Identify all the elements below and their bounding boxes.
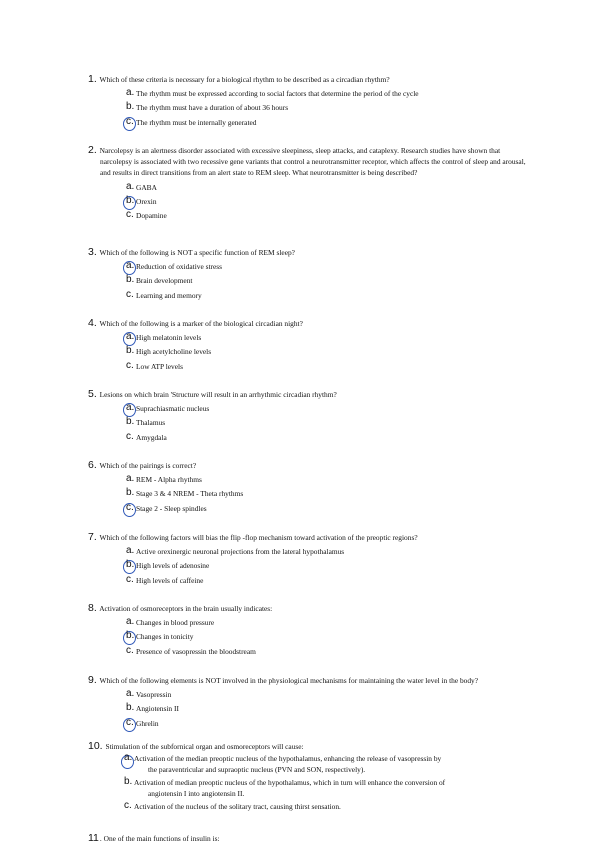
options-list	[126, 331, 528, 374]
question-5	[88, 389, 528, 445]
question-2	[88, 145, 528, 223]
options-list	[126, 402, 528, 445]
option-a: a. Active orexinergic neuronal projections from the lateral hypothalamus	[126, 545, 345, 557]
question-text: 3. Which of the following is NOT a specific function of REM sleep?	[88, 246, 295, 258]
question-3	[88, 247, 528, 303]
question-text: 4. Which of the following is a marker of the biological circadian night?	[88, 317, 303, 329]
option-a: a. Activation of the median preoptic nucleus of the hypothalamus, enhancing the release of vasopressin by the paraventricular and supraoptic nucleus (PVN and SON, respectively).	[124, 754, 528, 775]
options-list	[126, 473, 528, 516]
options-list	[126, 545, 528, 588]
option-a: a. REM - Alpha rhythms	[126, 473, 202, 485]
question-text: 1. Which of these criteria is necessary for a biological rhythm to be described as a circadian rhythm?	[88, 73, 390, 85]
question-1	[88, 74, 528, 130]
option-b: b. Changes in tonicity	[126, 630, 528, 644]
question-8	[88, 603, 528, 659]
question-11	[88, 833, 528, 844]
options-list	[124, 754, 528, 813]
option-a: a. GABA	[126, 180, 157, 192]
option-b: b. Activation of median preoptic nucleus of the hypothalamus, which in turn will enhance the conversion of angiotensin I into angiotensin II.	[124, 776, 446, 798]
option-b: b. Stage 3 & 4 NREM - Theta rhythms	[126, 487, 244, 499]
question-text: 8. Activation of osmoreceptors in the brain usually indicates:	[88, 602, 273, 614]
option-a: a. Reduction of oxidative stress	[126, 260, 528, 274]
options-list	[126, 181, 528, 224]
option-a: a. High melatonin levels	[126, 331, 528, 345]
question-text: 7. Which of the following factors will bias the flip -flop mechanism toward activation of the preoptic regions?	[88, 531, 418, 543]
option-b: b. The rhythm must have a duration of about 36 hours	[126, 101, 289, 113]
options-list	[126, 87, 528, 130]
option-c: c. Stage 2 - Sleep spindles	[126, 502, 528, 516]
options-list	[126, 260, 528, 303]
option-c: c. Activation of the nucleus of the solitary tract, causing thirst sensation.	[124, 800, 341, 812]
question-number: 8.	[88, 602, 97, 614]
option-c: c. Amygdala	[126, 430, 167, 442]
option-c: c. The rhythm must be internally generated	[126, 116, 528, 130]
question-number: 9.	[88, 674, 97, 686]
question-6	[88, 460, 528, 516]
option-b: b. Brain development	[126, 274, 193, 286]
question-7	[88, 532, 528, 588]
option-c: c. Dopamine	[126, 209, 167, 221]
question-10	[88, 741, 528, 816]
option-c: c. Ghrelin	[126, 717, 528, 731]
question-text: 6. Which of the pairings is correct?	[88, 459, 197, 471]
question-number: 3.	[88, 246, 97, 258]
question-text: 10. Stimulation of the subfornical organ and osmoreceptors will cause:	[88, 740, 304, 752]
options-list	[126, 688, 528, 731]
option-b: b. High levels of adenosine	[126, 559, 528, 573]
question-text: 11. One of the main functions of insulin is:	[88, 832, 220, 844]
option-c: c. High levels of caffeine	[126, 573, 204, 585]
option-c: c. Low ATP levels	[126, 359, 183, 371]
option-b: b. Thalamus	[126, 416, 166, 428]
option-a: a. Vasopressin	[126, 688, 172, 700]
option-b: b. Angiotensin II	[126, 702, 179, 714]
option-b: b. High acetylcholine levels	[126, 345, 212, 357]
question-number: 11	[88, 832, 99, 844]
question-text: 9. Which of the following elements is NOT involved in the physiological mechanisms for maintaining the water level in the body?	[88, 674, 479, 686]
question-number: 4.	[88, 317, 97, 329]
question-number: 1.	[88, 73, 97, 85]
options-list	[126, 616, 528, 659]
question-number: 10.	[88, 740, 103, 752]
option-c: c. Learning and memory	[126, 288, 202, 300]
question-text: 2. Narcolepsy is an alertness disorder associated with excessive sleepiness, sleep attacks, and cataplexy. Research studies have shown that narcolepsy is associated with two recessive gene variants that control a neurotransmitter receptor, which affects the control of sleep and arousal, and results in direct transitions from an alert state to REM sleep. What neurotransmitter is being described?	[88, 144, 526, 178]
question-number: 5.	[88, 388, 97, 400]
question-text: 5. Lesions on which brain 'Structure will result in an arrhythmic circadian rhythm?	[88, 388, 337, 400]
question-number: 6.	[88, 459, 97, 471]
option-a: a. The rhythm must be expressed according to social factors that determine the period of the cycle	[126, 87, 419, 99]
question-number: 2.	[88, 144, 97, 156]
option-c: c. Presence of vasopressin the bloodstream	[126, 644, 256, 656]
option-a: a. Changes in blood pressure	[126, 616, 215, 628]
question-9	[88, 675, 528, 731]
question-4	[88, 318, 528, 374]
question-number: 7.	[88, 531, 97, 543]
option-a: a. Suprachiasmatic nucleus	[126, 402, 528, 416]
option-b: b. Orexin	[126, 195, 528, 209]
